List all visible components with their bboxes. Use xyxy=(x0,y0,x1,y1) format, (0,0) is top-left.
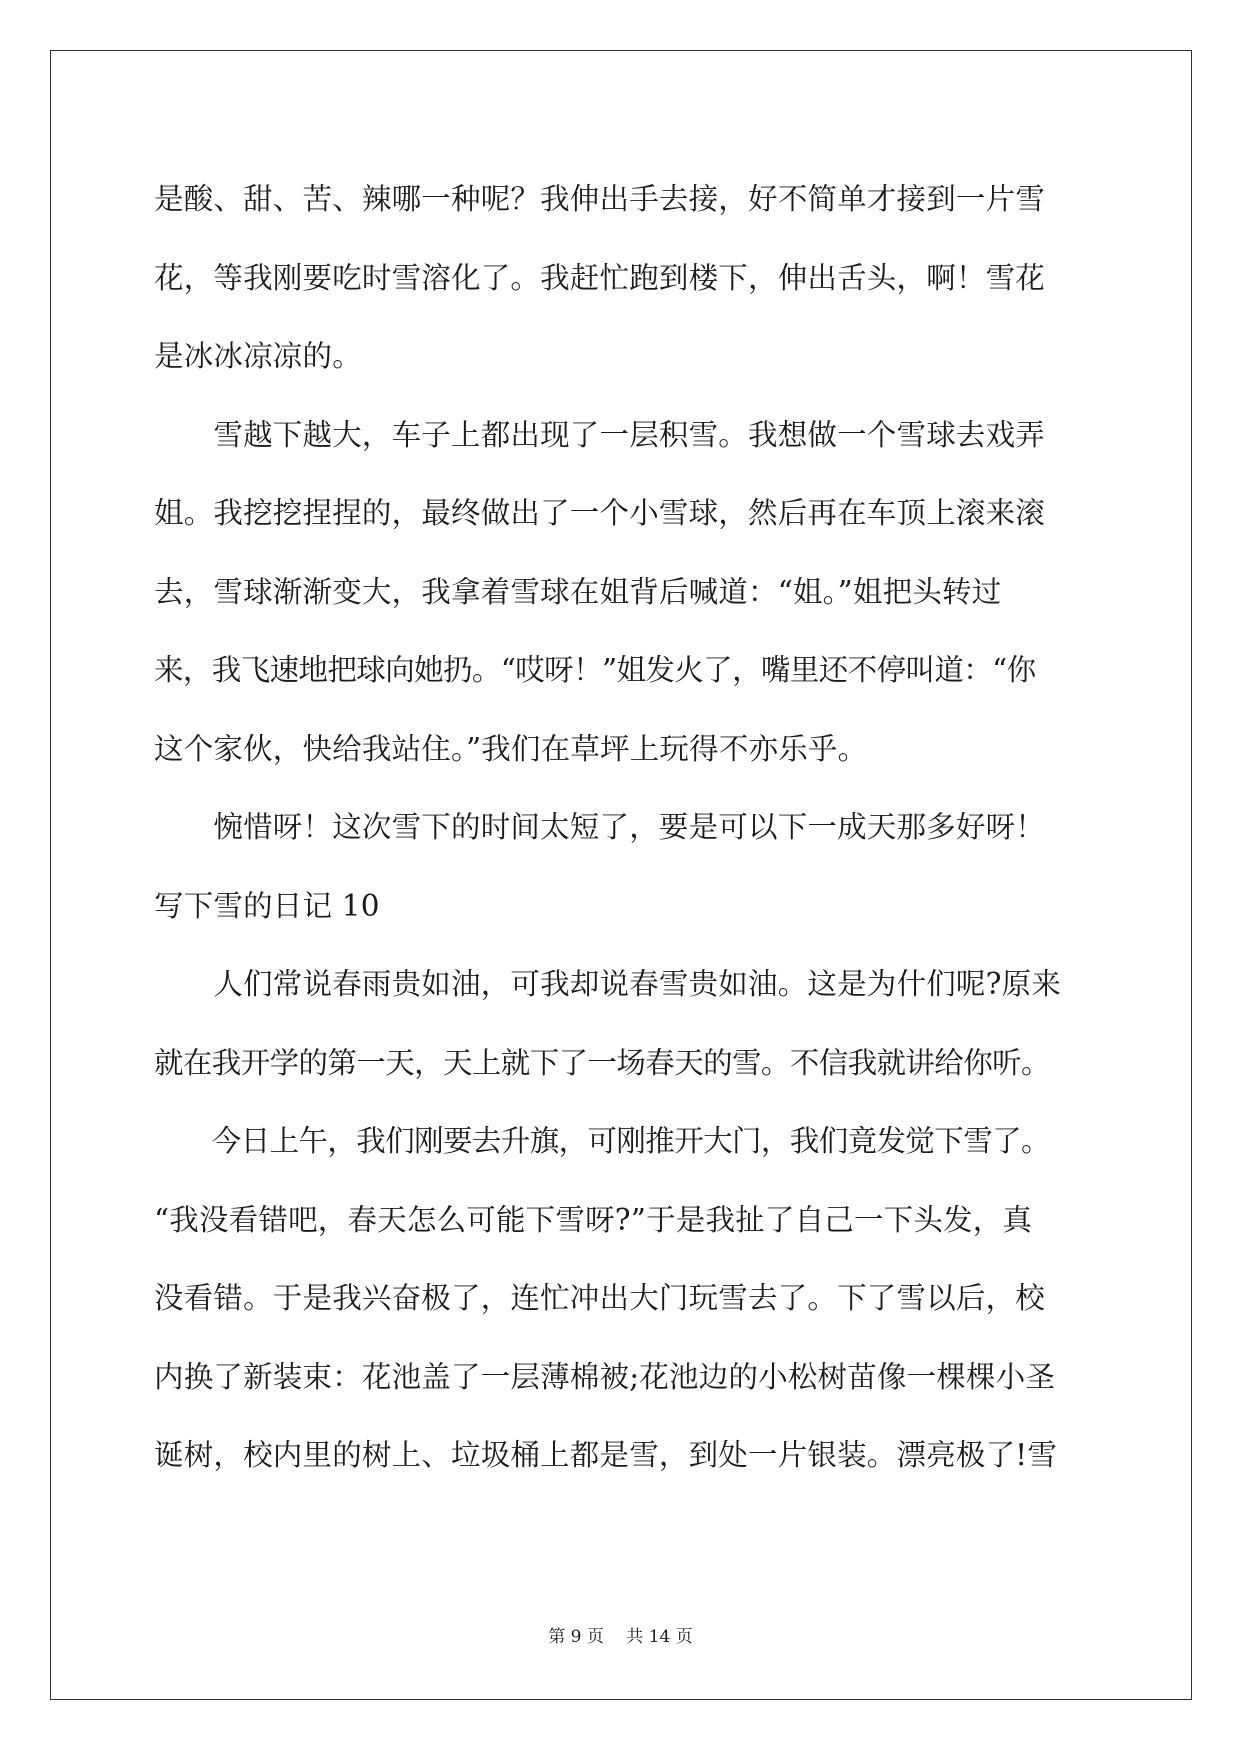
text-line: 内换了新装束：花池盖了一层薄棉被;花池边的小松树苗像一棵棵小圣 xyxy=(154,1359,1056,1394)
text-line: 来，我飞速地把球向她扔。“哎呀！”姐发火了，嘴里还不停叫道：“你 xyxy=(154,653,1036,687)
text-line: 没看错。于是我兴奋极了，连忙冲出大门玩雪去了。下了雪以后，校 xyxy=(154,1281,1046,1315)
text-line: 就在我开学的第一天，天上就下了一场春天的雪。不信我就讲给你听。 xyxy=(154,1045,1050,1080)
text-line: 姐。我挖挖捏捏的，最终做出了一个小雪球，然后再在车顶上滚来滚 xyxy=(154,496,1046,530)
section-heading: 写下雪的日记 10 xyxy=(154,888,380,923)
text-line: “我没看错吧，春天怎么可能下雪呀?”于是我扯了自己一下头发，真 xyxy=(154,1202,1033,1237)
text-line: 去，雪球渐渐变大，我拿着雪球在姐背后喊道：“姐。”姐把头转过 xyxy=(154,574,1002,609)
document-body xyxy=(154,160,1094,1495)
text-line: 是酸、甜、苦、辣哪一种呢？我伸出手去接，好不简单才接到一片雪 xyxy=(154,182,1046,216)
text-line: 是冰冰凉凉的。 xyxy=(154,339,362,373)
text-line: 诞树，校内里的树上、垃圾桶上都是雪，到处一片银装。漂亮极了!雪 xyxy=(154,1438,1058,1472)
text-line: 人们常说春雨贵如油，可我却说春雪贵如油。这是为什们呢?原来 xyxy=(154,967,1062,1001)
text-line: 花，等我刚要吃时雪溶化了。我赶忙跑到楼下，伸出舌头，啊！雪花 xyxy=(154,260,1046,295)
text-line: 惋惜呀！这次雪下的时间太短了，要是可以下一成天那多好呀！ xyxy=(154,810,1046,844)
page-number: 第 9 页 共 14 页 xyxy=(548,1627,693,1647)
text-line: 这个家伙，快给我站住。”我们在草坪上玩得不亦乐乎。 xyxy=(154,731,868,766)
text-line: 雪越下越大，车子上都出现了一层积雪。我想做一个雪球去戏弄 xyxy=(154,417,1046,452)
text-line: 今日上午，我们刚要去升旗，可刚推开大门，我们竟发觉下雪了。 xyxy=(154,1124,1050,1158)
